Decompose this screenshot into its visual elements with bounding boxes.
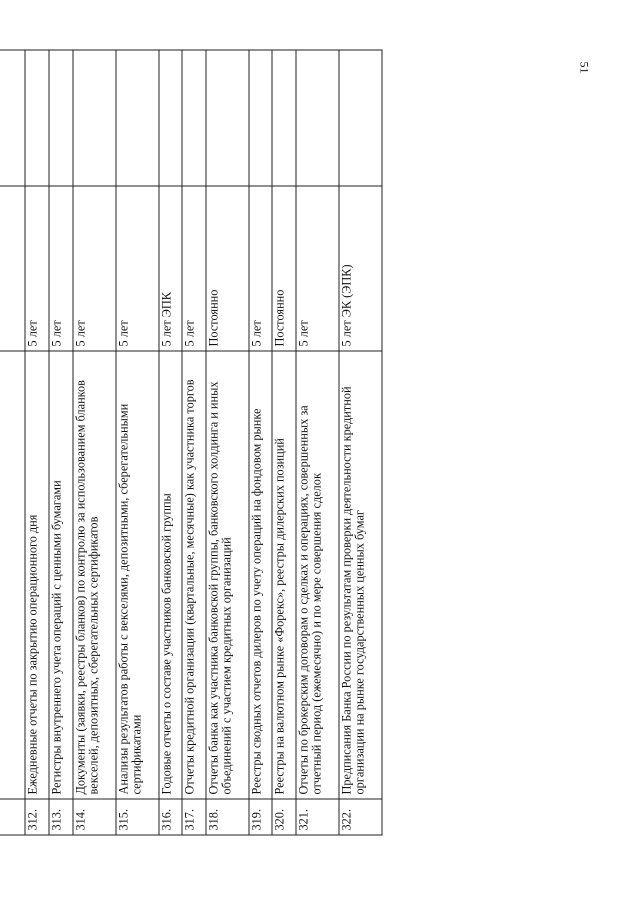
row-note — [49, 50, 73, 186]
row-note — [339, 50, 382, 186]
row-number: 320. — [272, 799, 296, 835]
row-description: Отчеты по брокерским договорам о сделках и операциях, совершенных за отчетный период (ежемесячно) и по мере совершения сделок — [296, 351, 339, 799]
table-body — [0, 50, 382, 835]
table-row — [116, 50, 159, 835]
row-number: 321. — [296, 799, 339, 835]
row-number: 319. — [249, 799, 273, 835]
row-number: 314. — [73, 799, 116, 835]
row-note — [249, 50, 273, 186]
row-retention-term: 5 лет — [249, 186, 273, 351]
row-retention-term: 5 лет — [25, 186, 49, 351]
row-retention-term: 5 лет — [73, 186, 116, 351]
row-note — [206, 50, 249, 186]
row-retention-term: 5 лет ЭПК — [159, 186, 183, 351]
row-number: 316. — [159, 799, 183, 835]
row-note — [0, 50, 25, 186]
row-description: Реестры сводных отчетов дилеров по учету операций на фондовом рынке — [249, 351, 273, 799]
row-note — [182, 50, 206, 186]
row-description: Годовые отчеты о составе участников банковской группы — [159, 351, 183, 799]
row-number: 317. — [182, 799, 206, 835]
row-description: Документы (заявки, реестры бланков) по контролю за использованием бланков векселей, депозитных, сберегательных сертификатов — [73, 351, 116, 799]
row-description: Отчеты кредитной организации (квартальные, месячные) как участника торгов — [182, 351, 206, 799]
table-row — [25, 50, 49, 835]
row-note — [159, 50, 183, 186]
row-description: Предписания Банка России по результатам проверки деятельности кредитной организации на рынке государственных ценных бумаг — [339, 351, 382, 799]
table-row — [49, 50, 73, 835]
table-row — [159, 50, 183, 835]
row-retention-term: 5 лет ЭК (ЭПК) — [339, 186, 382, 351]
row-description: Реестры на валютном рынке «Форекс», реестры дилерских позиций — [272, 351, 296, 799]
retention-table — [0, 50, 383, 836]
row-note — [73, 50, 116, 186]
row-description: Ежедневные отчеты по закрытию операционного дня — [25, 351, 49, 799]
row-retention-term: 5 лет — [116, 186, 159, 351]
row-retention-term: 5 лет — [49, 186, 73, 351]
row-description: Анализы результатов работы с векселями, депозитными, сберегательными сертификатами — [116, 351, 159, 799]
row-note — [25, 50, 49, 186]
table-row — [206, 50, 249, 835]
row-number: 322. — [339, 799, 382, 835]
row-description — [0, 351, 25, 799]
row-number: 318. — [206, 799, 249, 835]
table-row — [182, 50, 206, 835]
row-description: Отчеты банка как участника банковской группы, банковского холдинга и иных объединений с участием кредитных организаций — [206, 351, 249, 799]
row-retention-term: Постоянно — [272, 186, 296, 351]
row-retention-term: Постоянно — [206, 186, 249, 351]
table-row — [339, 50, 382, 835]
row-number: 315. — [116, 799, 159, 835]
row-number — [0, 799, 25, 835]
row-note — [116, 50, 159, 186]
row-number: 313. — [49, 799, 73, 835]
table-row — [73, 50, 116, 835]
table-row — [0, 50, 25, 835]
table-row — [272, 50, 296, 835]
row-note — [296, 50, 339, 186]
table-row — [296, 50, 339, 835]
table-row — [249, 50, 273, 835]
row-note — [272, 50, 296, 186]
page-number: 51 — [577, 61, 592, 74]
row-retention-term: 5 лет — [182, 186, 206, 351]
row-retention-term: 5 лет — [296, 186, 339, 351]
retention-table-container — [0, 51, 383, 836]
row-description: Регистры внутреннего учета операций с ценными бумагами — [49, 351, 73, 799]
row-retention-term — [0, 186, 25, 351]
row-number: 312. — [25, 799, 49, 835]
